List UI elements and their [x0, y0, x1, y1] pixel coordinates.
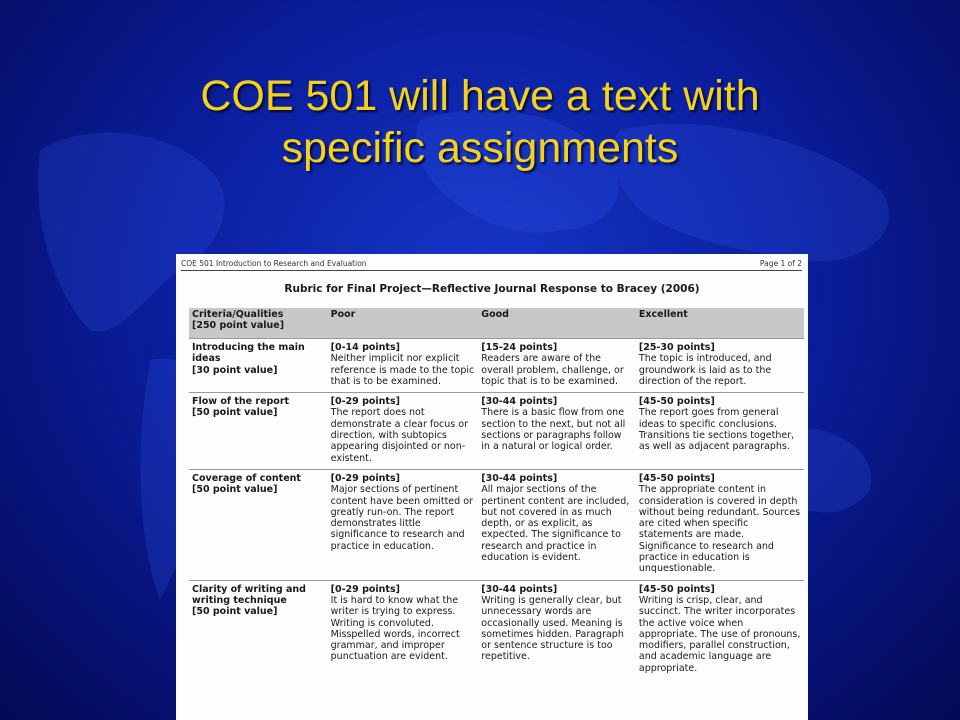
excellent-points: [45-50 points] [638, 396, 715, 408]
poor-description: Neither implicit nor explicit reference is made to the topic that is to be examined. [330, 353, 475, 387]
excellent-cell [636, 393, 804, 470]
criteria-cell: Coverage of content [50 point value] [189, 469, 328, 580]
good-cell [478, 469, 636, 580]
excellent-points: [45-50 points] [638, 583, 715, 595]
excellent-description: The report goes from general ideas to specific conclusions. Transitions tie sections together, as well as adjacent paragraphs. [638, 407, 795, 453]
poor-cell [328, 339, 479, 393]
column-header-excellent: Excellent [636, 308, 804, 339]
good-points: [30-44 points] [481, 472, 558, 484]
rubric-row [189, 580, 804, 679]
rubric-row [189, 469, 804, 580]
good-points: [15-24 points] [481, 342, 558, 353]
poor-points: [0-29 points] [330, 472, 400, 484]
document-header [181, 258, 802, 271]
slide-title-line-2: specific assignments [281, 124, 679, 172]
poor-cell [328, 393, 479, 470]
excellent-cell [636, 339, 804, 393]
excellent-cell [636, 469, 804, 580]
poor-points: [0-29 points] [330, 396, 400, 408]
column-header-poor: Poor [328, 308, 479, 339]
rubric-document-image [176, 254, 808, 720]
excellent-cell [636, 580, 804, 679]
good-points: [30-44 points] [481, 583, 558, 595]
poor-points: [0-14 points] [330, 342, 400, 353]
poor-cell [328, 469, 479, 580]
good-cell [478, 393, 636, 470]
good-cell [478, 580, 636, 679]
poor-points: [0-29 points] [330, 583, 400, 595]
rubric-title: Rubric for Final Project—Reflective Journal Response to Bracey (2006) [284, 283, 700, 295]
poor-description: It is hard to know what the writer is trying to express. Writing is convoluted. Misspelled words, incorrect grammar, and improper punctuation are evident. [330, 594, 460, 663]
good-cell [478, 339, 636, 393]
criteria-cell: Clarity of writing and writing technique [50 point value] [189, 580, 328, 679]
good-description: There is a basic flow from one section to the next, but not all sections or paragraphs follow in a natural or logical order. [481, 407, 626, 453]
slide-title [0, 70, 960, 174]
poor-description: The report does not demonstrate a clear focus or direction, with subtopics appearing disjointed or non-existent. [330, 407, 468, 464]
poor-cell [328, 580, 479, 679]
rubric-table [189, 308, 804, 679]
rubric-header-row [189, 308, 804, 339]
good-description: Readers are aware of the overall problem, challenge, or topic that is to be examined. [481, 353, 624, 387]
excellent-points: [25-30 points] [638, 342, 715, 353]
good-description: Writing is generally clear, but unnecessary words are occasionally used. Meaning is sometimes hidden. Paragraph or sentence structure is too repetitive. [481, 594, 624, 663]
excellent-description: The topic is introduced, and groundwork is laid as to the direction of the report. [638, 353, 772, 387]
column-header-criteria: Criteria/Qualities [250 point value] [189, 308, 328, 339]
criteria-cell: Flow of the report [50 point value] [189, 393, 328, 470]
criteria-cell: Introducing the main ideas [30 point value] [189, 339, 328, 393]
slide-title-line-1: COE 501 will have a text with [200, 72, 760, 120]
good-points: [30-44 points] [481, 396, 558, 408]
excellent-description: The appropriate content in consideration is covered in depth without being redundant. Sources are cited when specific statements are made. Significance to research and practice in education is unquestionable. [638, 484, 801, 575]
rubric-row [189, 393, 804, 470]
column-header-good: Good [478, 308, 636, 339]
document-header-page: Page 1 of 2 [759, 259, 802, 268]
good-description: All major sections of the pertinent content are included, but not covered in as much depth, or as explicit, as expected. The significance to research and practice in education is evident. [481, 484, 630, 564]
rubric-row [189, 339, 804, 393]
excellent-description: Writing is crisp, clear, and succinct. The writer incorporates the active voice when appropriate. The use of pronouns, modifiers, parallel construction, and academic language are appropriate. [638, 594, 801, 674]
document-header-course: COE 501 Introduction to Research and Evaluation [181, 259, 367, 268]
excellent-points: [45-50 points] [638, 472, 715, 484]
poor-description: Major sections of pertinent content have been omitted or greatly run-on. The report demonstrates little significance to research and practice in education. [330, 484, 473, 552]
